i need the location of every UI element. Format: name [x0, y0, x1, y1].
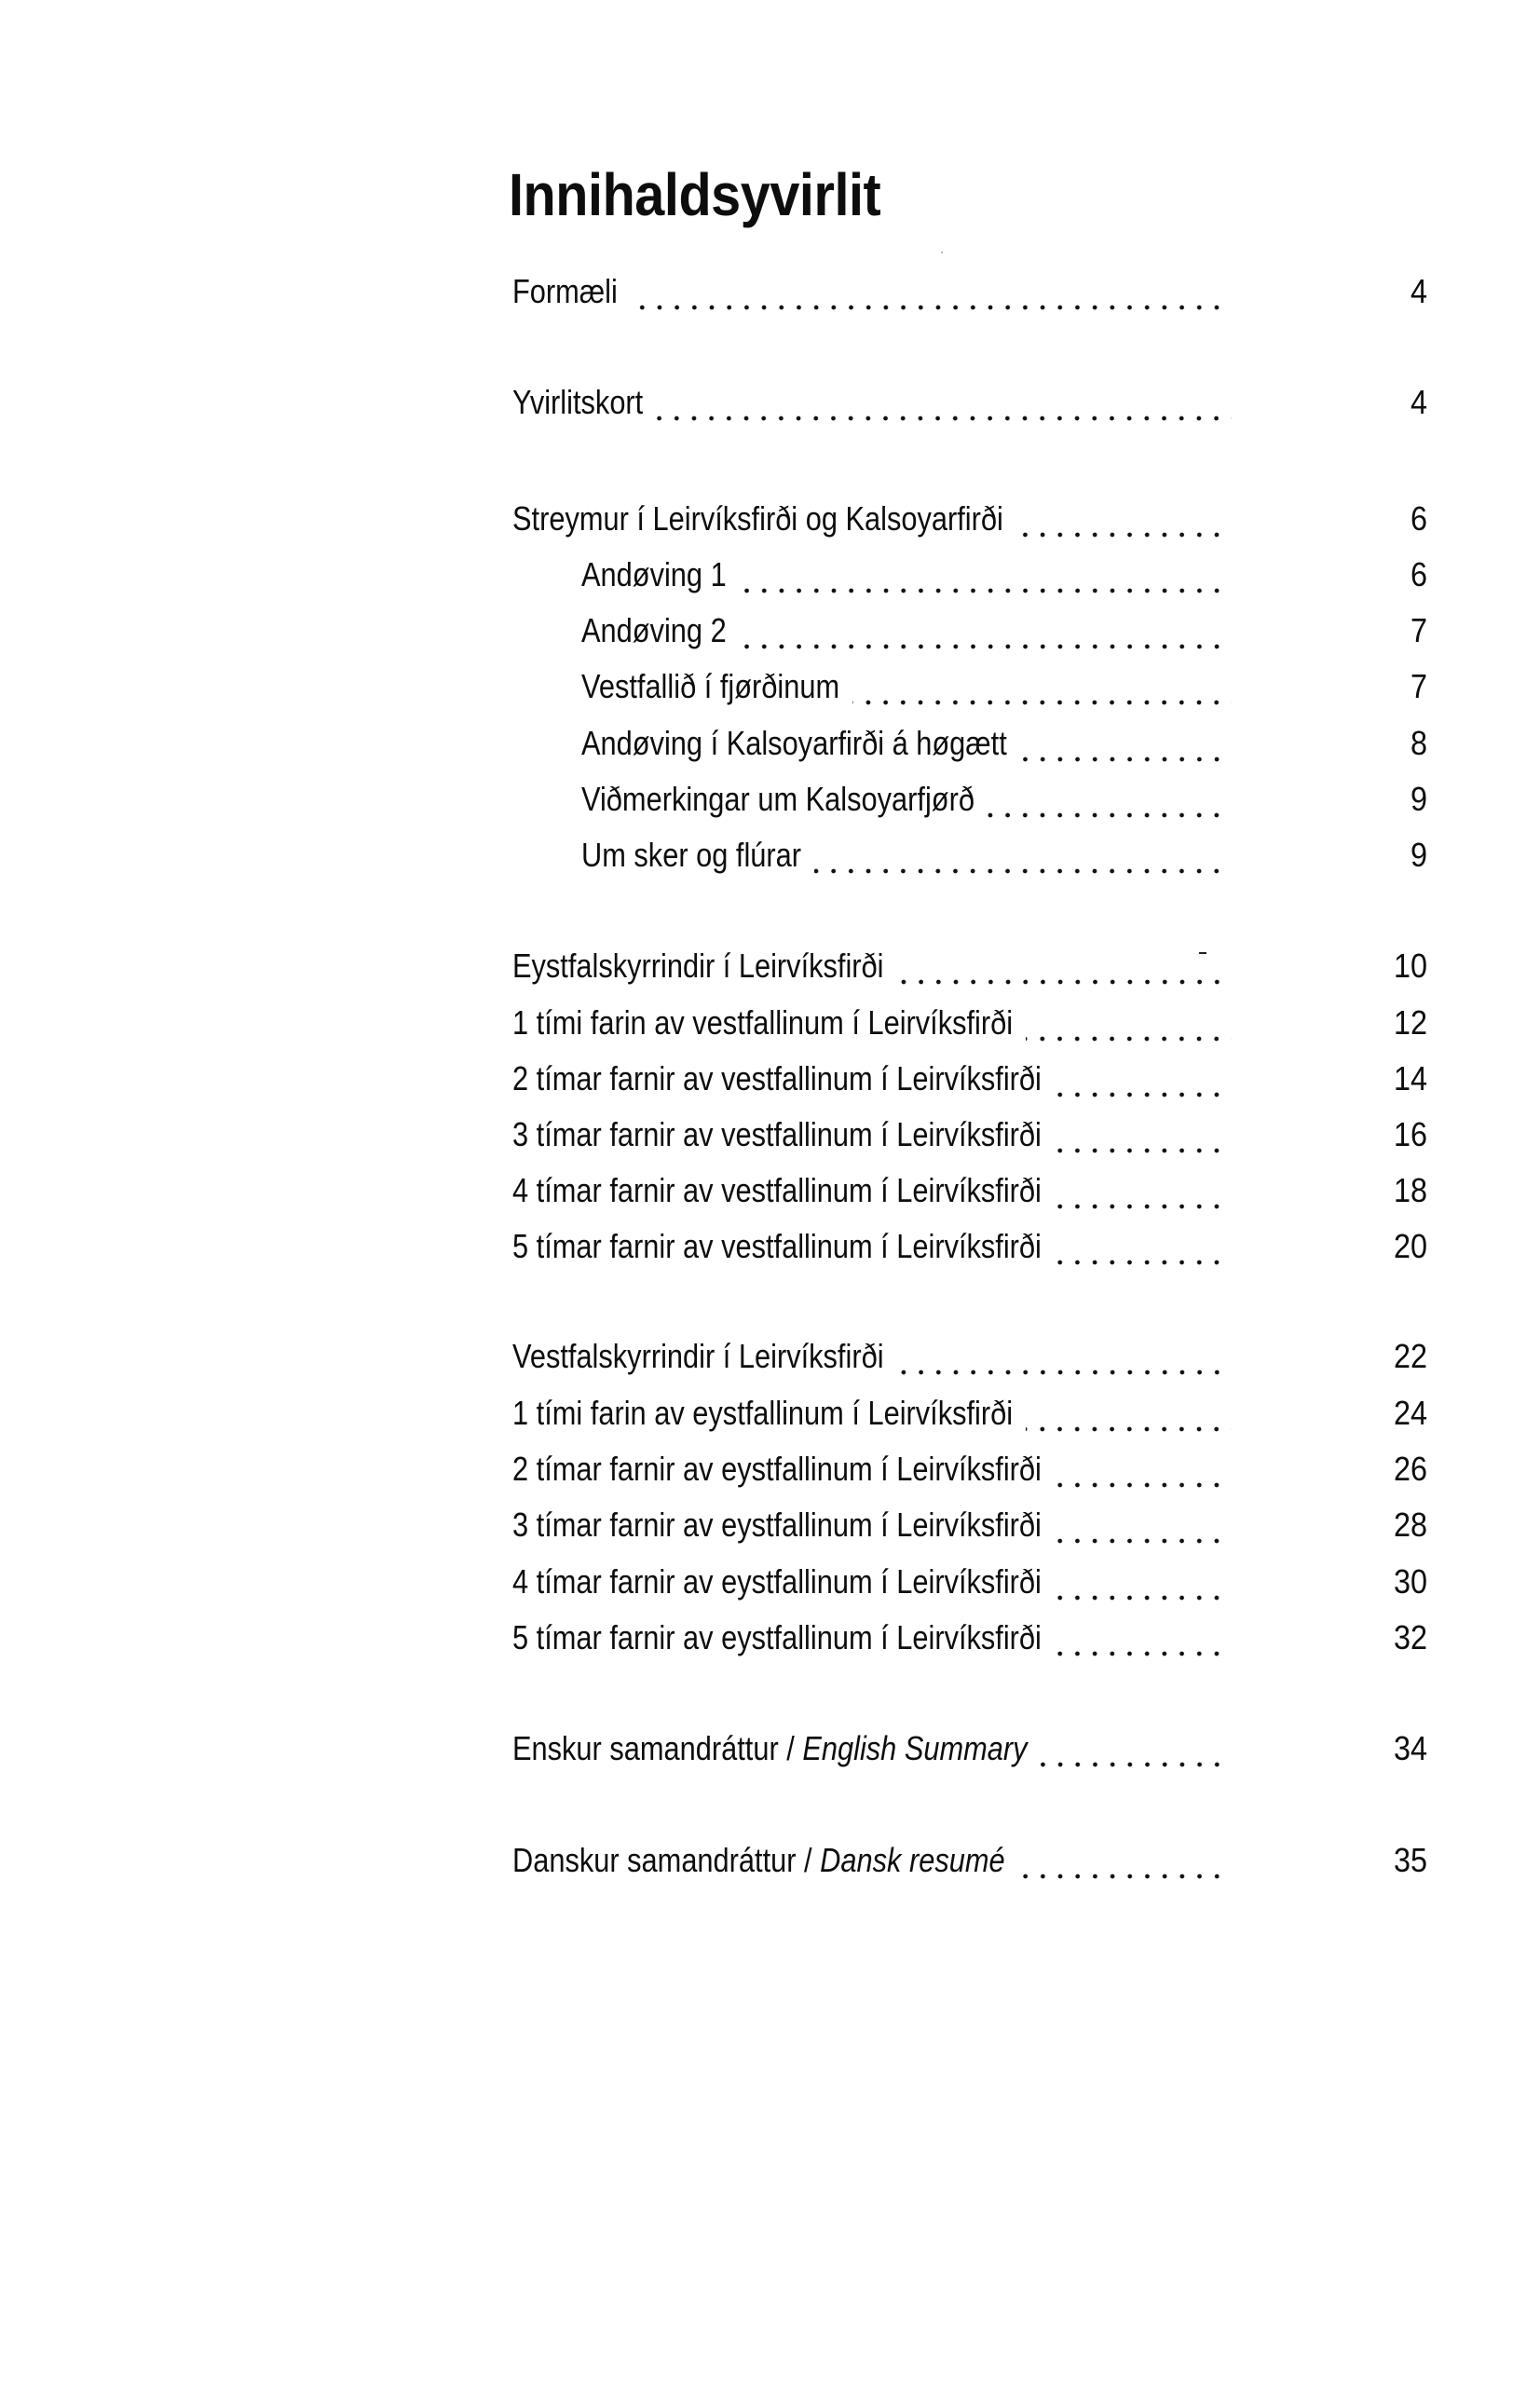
toc-entry-label: Streymur í Leirvíksfirði og Kalsoyarfirði — [512, 499, 1003, 538]
toc-entry-page: 18 — [1393, 1171, 1427, 1209]
toc-entry[interactable] — [512, 1337, 1427, 1381]
dot-leader — [1026, 1036, 1232, 1042]
toc-entry-page: 28 — [1393, 1506, 1427, 1544]
dot-leader — [656, 416, 1232, 421]
toc-subentry[interactable] — [581, 838, 1427, 879]
toc-subentry[interactable] — [581, 724, 1427, 768]
dot-leader — [740, 588, 1232, 593]
toc-entry-label-main: Enskur samandráttur / — [512, 1729, 803, 1767]
toc-entry-label: Yvirlitskort — [512, 383, 644, 421]
toc-entry-label: 2 tímar farnir av eystfallinum í Leirvíksfirði — [512, 1450, 1042, 1488]
toc-subentry[interactable] — [581, 667, 1427, 711]
toc-entry-label: 3 tímar farnir av vestfallinum í Leirvíksfirði — [512, 1115, 1042, 1153]
toc-entry-label: Um sker og flúrar — [581, 836, 802, 874]
toc-entry-label — [512, 1730, 1028, 1767]
toc-entry-label: 3 tímar farnir av eystfallinum í Leirvíksfirði — [512, 1506, 1042, 1544]
toc-subentry[interactable] — [581, 555, 1427, 599]
toc-entry-label-italic: English Summary — [802, 1729, 1028, 1767]
toc-entry-page: 34 — [1393, 1729, 1427, 1767]
dot-leader — [1041, 1762, 1232, 1767]
toc-entry-page: 26 — [1393, 1450, 1427, 1488]
toc-entry-page: 24 — [1393, 1394, 1427, 1432]
toc-entry-page: 4 — [1410, 272, 1427, 310]
toc-entry-label: 4 tímar farnir av eystfallinum í Leirvíksfirði — [512, 1562, 1042, 1601]
toc-subentry[interactable] — [581, 780, 1427, 824]
toc-entry[interactable] — [512, 1508, 1427, 1549]
toc-entry[interactable] — [512, 1003, 1427, 1047]
dot-leader — [852, 700, 1232, 705]
toc-entry-page: 6 — [1410, 555, 1427, 593]
dot-leader — [988, 812, 1232, 818]
toc-entry-page: 30 — [1393, 1562, 1427, 1601]
toc-entry[interactable] — [512, 1562, 1427, 1606]
toc-subentry[interactable] — [581, 611, 1427, 655]
toc-entry-page: 6 — [1410, 499, 1427, 538]
toc-entry[interactable] — [512, 1059, 1427, 1103]
toc-entry-page: 12 — [1393, 1003, 1427, 1042]
dot-leader — [1055, 1204, 1232, 1209]
toc-entry-page: 7 — [1410, 611, 1427, 649]
dot-leader — [1020, 756, 1232, 762]
toc-entry[interactable] — [512, 272, 1427, 316]
dot-leader — [897, 1370, 1232, 1375]
toc-entry-page: 9 — [1410, 780, 1427, 818]
scan-speck — [941, 252, 943, 253]
toc-entry-label: 1 tími farin av eystfallinum í Leirvíksfirði — [512, 1394, 1014, 1432]
toc-entry-page: 20 — [1393, 1227, 1427, 1265]
toc-entry[interactable] — [512, 1171, 1427, 1215]
dot-leader — [1055, 1538, 1232, 1544]
toc-entry[interactable] — [512, 1452, 1427, 1493]
toc-entry-label: Andøving 2 — [581, 611, 727, 649]
toc-entry-page: 35 — [1393, 1841, 1427, 1879]
toc-entry[interactable] — [512, 1227, 1427, 1271]
toc-entry-label-main: Danskur samandráttur / — [512, 1841, 821, 1879]
toc-entry-page: 8 — [1410, 724, 1427, 762]
toc-entry-label-italic: Dansk resumé — [820, 1841, 1005, 1879]
toc-entry[interactable] — [512, 1394, 1427, 1438]
toc-entry-page: 4 — [1410, 383, 1427, 421]
toc-entry[interactable] — [512, 499, 1427, 543]
toc-entry-page: 32 — [1393, 1618, 1427, 1656]
toc-entry-label: Vestfalskyrrindir í Leirvíksfirði — [512, 1337, 884, 1375]
dot-leader — [1055, 1092, 1232, 1097]
page-title: Innihaldsyvirlit — [509, 161, 881, 228]
toc-entry[interactable] — [512, 383, 1427, 427]
dot-leader — [897, 979, 1233, 985]
toc-entry[interactable] — [512, 1729, 1427, 1773]
dot-leader — [814, 868, 1232, 874]
toc-entry-label: Eystfalskyrrindir í Leirvíksfirði — [512, 947, 884, 985]
toc-entry-page: 16 — [1393, 1115, 1427, 1153]
toc-entry[interactable] — [512, 949, 1427, 990]
dot-leader — [1026, 1426, 1232, 1432]
dot-leader — [1055, 1651, 1232, 1656]
toc-entry-label — [512, 1842, 1005, 1879]
toc-entry-label: 5 tímar farnir av eystfallinum í Leirvíksfirði — [512, 1618, 1042, 1656]
toc-entry-label: Viðmerkingar um Kalsoyarfjørð — [581, 780, 974, 818]
toc-entry-page: 14 — [1393, 1059, 1427, 1097]
dot-leader — [1055, 1482, 1232, 1488]
scan-speck — [1199, 952, 1206, 954]
dot-leader — [1055, 1260, 1232, 1265]
toc-entry-label: Andøving í Kalsoyarfirði á høgætt — [581, 724, 1007, 762]
dot-leader — [631, 305, 1232, 310]
toc-entry-label: 5 tímar farnir av vestfallinum í Leirvíksfirði — [512, 1227, 1042, 1265]
toc-entry-page: 9 — [1410, 836, 1427, 874]
toc-entry-label: Formæli — [512, 272, 618, 310]
toc-entry-label: Vestfallið í fjørðinum — [581, 667, 840, 705]
toc-entry[interactable] — [512, 1841, 1427, 1885]
dot-leader — [1055, 1148, 1232, 1153]
toc-entry-label: Andøving 1 — [581, 555, 727, 593]
dot-leader — [740, 644, 1232, 649]
toc-entry-page: 7 — [1410, 667, 1427, 705]
toc-entry-label: 2 tímar farnir av vestfallinum í Leirvíksfirði — [512, 1059, 1042, 1097]
toc-entry-label: 1 tími farin av vestfallinum í Leirvíksfirði — [512, 1003, 1014, 1042]
dot-leader — [1055, 1595, 1232, 1601]
dot-leader — [1016, 532, 1232, 538]
dot-leader — [1018, 1874, 1232, 1879]
toc-entry-page: 22 — [1393, 1337, 1427, 1375]
toc-entry-page: 10 — [1393, 947, 1427, 985]
toc-entry[interactable] — [512, 1618, 1427, 1662]
toc-entry[interactable] — [512, 1115, 1427, 1159]
toc-entry-label: 4 tímar farnir av vestfallinum í Leirvíksfirði — [512, 1171, 1042, 1209]
